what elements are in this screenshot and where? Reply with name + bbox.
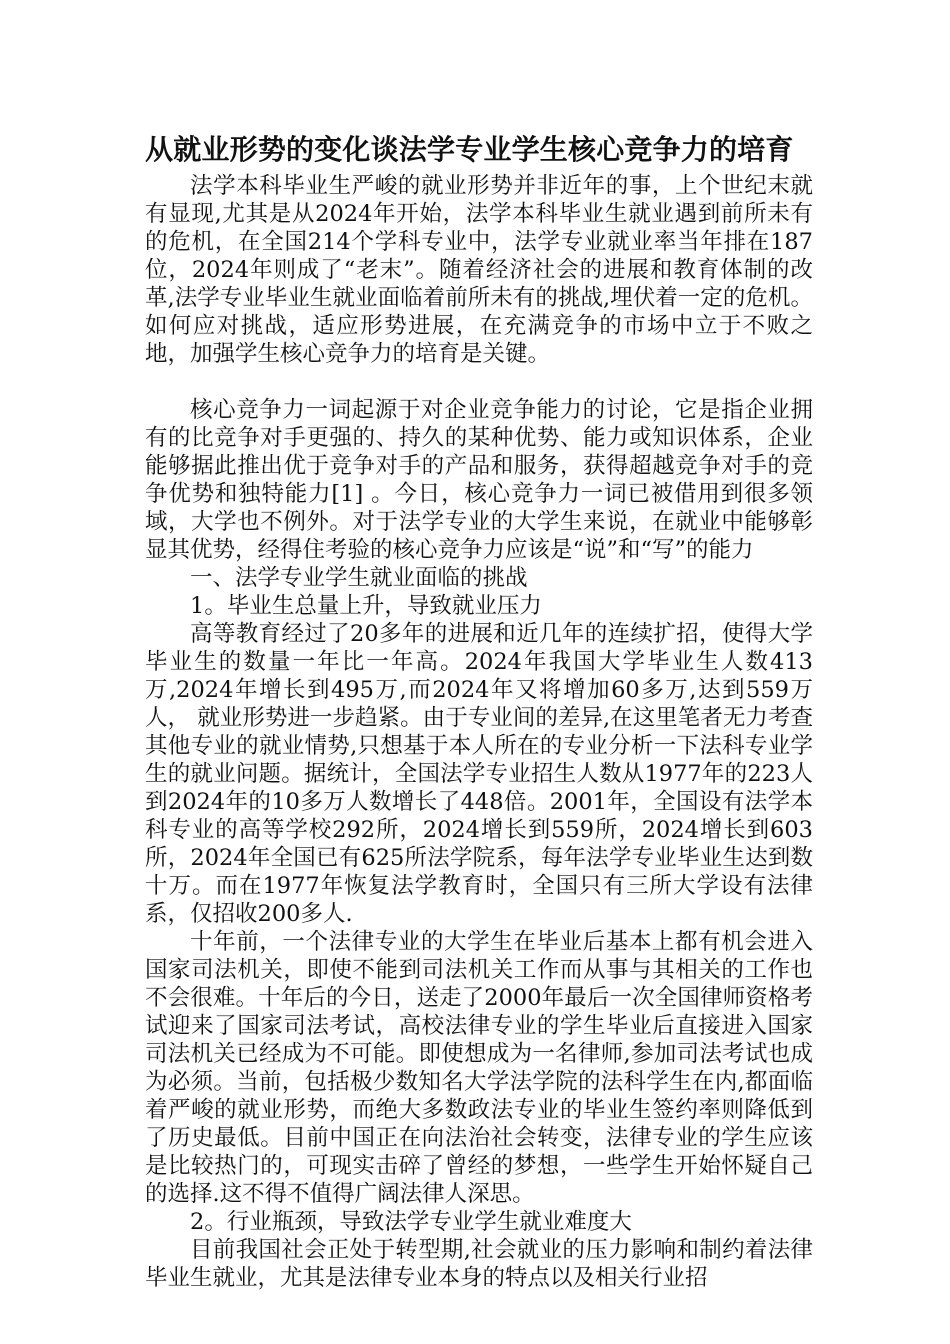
paragraph-enrollment-stats: 高等教育经过了20多年的进展和近几年的连续扩招，使得大学毕业生的数量一年比一年高。2024年我国大学毕业生人数413万,2024年增长到495万,而2024年又将增加60多万,达到559万人， 就业形势进一步趋紧。由于专业间的差异,在这里笔者无力考查其他专业的就业情势,只想基于本人所在的专业分析一下法科专业学生的就业问题。据统计，全国法学专业招生人数从1977年的223人到2024年的10多万人数增长了448倍。2001年，全国设有法学本科专业的高等学校292所，2024增长到559所，2024增长到603所，2024年全国已有625所法学院系，每年法学专业毕业生达到数十万。而在1977年恢复法学教育时，全国只有三所大学设有法律系，仅招收200多人.	[145, 621, 813, 927]
paragraph-ten-years-ago: 十年前，一个法律专业的大学生在毕业后基本上都有机会进入国家司法机关，即使不能到司法机关工作而从事与其相关的工作也不会很难。十年后的今日，送走了2000年最后一次全国律师资格考试迎来了国家司法考试，高校法律专业的学生毕业后直接进入国家司法机关已经成为不可能。即使想成为一名律师,参加司法考试也成为必须。当前，包括极少数知名大学法学院的法科学生在内,都面临着严峻的就业形势，而绝大多数政法专业的毕业生签约率则降低到了历史最低。目前中国正在向法治社会转变，法律专业的学生应该是比较热门的，可现实击碎了曾经的梦想，一些学生开始怀疑自己的选择.这不得不值得广阔法律人深思。	[145, 929, 813, 1207]
subheading-industry-bottleneck: 2。行业瓶颈，导致法学专业学生就业难度大	[190, 1209, 632, 1235]
paragraph-intro: 法学本科毕业生严峻的就业形势并非近年的事，上个世纪末就有显现,尤其是从2024年开始，法学本科毕业生就业遇到前所未有的危机，在全国214个学科专业中，法学专业就业率当年排在187位，2024年则成了“老末”。随着经济社会的进展和教育体制的改革,法学专业毕业生就业面临着前所未有的挑战,埋伏着一定的危机。如何应对挑战，适应形势进展，在充满竞争的市场中立于不败之地，加强学生核心竞争力的培育是关键。	[145, 173, 813, 367]
document-title: 从就业形势的变化谈法学专业学生核心竞争力的培育	[145, 133, 794, 166]
paragraph-transition-period: 目前我国社会正处于转型期,社会就业的压力影响和制约着法律毕业生就业，尤其是法律专业本身的特点以及相关行业招	[145, 1237, 813, 1291]
document-page	[145, 128, 813, 1292]
section-heading-challenges: 一、法学专业学生就业面临的挑战	[190, 565, 528, 591]
paragraph-spacer	[145, 368, 813, 396]
paragraph-core-competence: 核心竞争力一词起源于对企业竞争能力的讨论，它是指企业拥有的比竞争对手更强的、持久的某种优势、能力或知识体系，企业能够据此推出优于竞争对手的产品和服务，获得超越竞争对手的竞争优势和独特能力[1] 。今日，核心竞争力一词已被借用到很多领域，大学也不例外。对于法学专业的大学生来说，在就业中能够彰显其优势，经得住考验的核心竞争力应该是“说”和“写”的能力	[145, 397, 813, 563]
subheading-graduate-total: 1。毕业生总量上升，导致就业压力	[190, 593, 542, 619]
